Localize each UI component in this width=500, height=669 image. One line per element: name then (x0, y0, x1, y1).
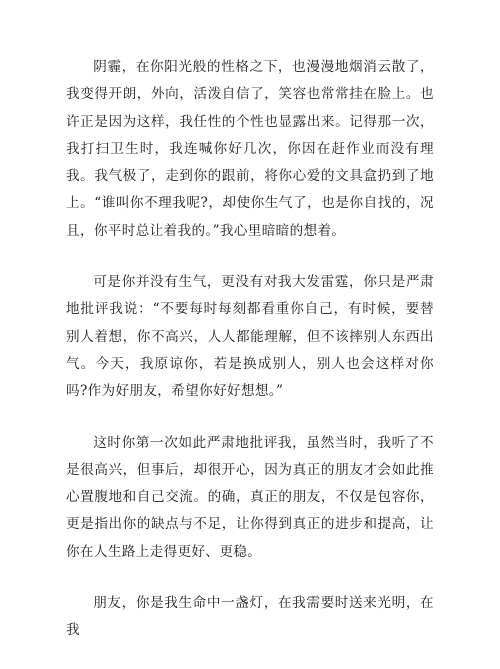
paragraph-2: 可是你并没有生气，更没有对我大发雷霆，你只是严肃地批评我说：“不要每时每刻都看重你自己，有时候，要替别人着想，你不高兴，人人都能理解，但不该摔别人东西出气。今天，我原谅你，若是换成别人，别人也会这样对你吗?作为好朋友，希望你好好想想。” (66, 274, 434, 400)
paragraph-3: 这时你第一次如此严肃地批评我，虽然当时，我听了不是很高兴，但事后，却很开心，因为真正的朋友才会如此推心置腹地和自己交流。的确，真正的朋友，不仅是包容你，更是指出你的缺点与不足，让你得到真正的进步和提高，让你在人生路上走得更好、更稳。 (66, 434, 434, 560)
document-page (66, 54, 434, 669)
paragraph-1: 阴霾，在你阳光般的性格之下，也漫漫地烟消云散了，我变得开朗，外向，活泼自信了，笑容也常常挂在脸上。也许正是因为这样，我任性的个性也显露出来。记得那一次，我打扫卫生时，我连喊你好几次，你因在赶作业而没有理我。我气极了，走到你的跟前，将你心爱的文具盒扔到了地上。“谁叫你不理我呢?，却使你生气了，也是你自找的，况且，你平时总让着我的。”我心里暗暗的想着。 (66, 59, 434, 239)
paragraph-4: 朋友，你是我生命中一盏灯，在我需要时送来光明，在我 (66, 595, 434, 639)
